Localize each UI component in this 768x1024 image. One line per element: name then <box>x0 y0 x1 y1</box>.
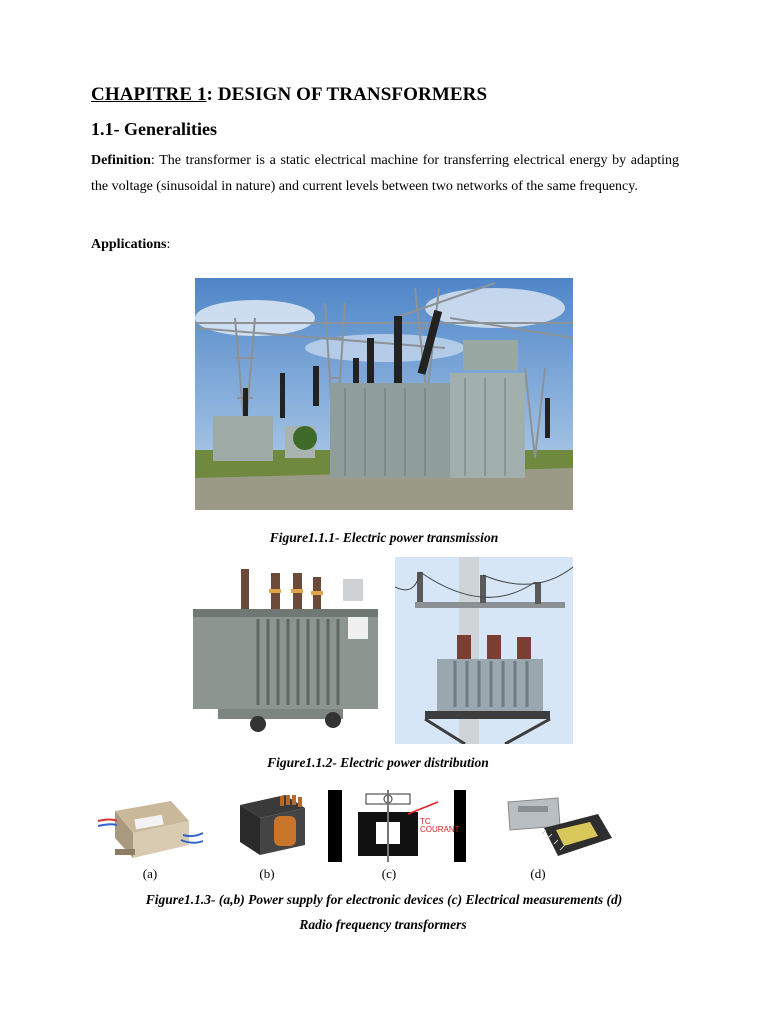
definition-paragraph <box>91 148 679 199</box>
definition-term: Definition <box>91 153 151 168</box>
chapter-title: : DESIGN OF TRANSFORMERS <box>206 84 488 105</box>
sub-label-b: (b) <box>259 866 275 881</box>
sub-label-a: (a) <box>142 866 158 881</box>
current-transformer-photo-c <box>328 790 466 862</box>
distribution-transformer-photo <box>183 557 381 744</box>
chapter-heading <box>91 84 487 106</box>
applications-heading <box>91 237 170 253</box>
transformer-photo-b <box>230 790 312 860</box>
figure-3-caption-line-1: Figure1.1.3- (a,b) Power supply for electronic devices (c) Electrical measurements (d) <box>145 892 623 907</box>
sub-label-c: (c) <box>381 866 397 881</box>
figure-1-caption: Figure1.1.1- Electric power transmission <box>269 530 499 545</box>
applications-term: Applications <box>91 237 167 252</box>
transformer-photo-a <box>93 793 205 863</box>
figure-3-caption-line-2: Radio frequency transformers <box>299 917 467 932</box>
pole-transformer-photo <box>395 557 573 744</box>
rf-transformer-photo-d <box>494 790 618 862</box>
applications-suffix: : <box>166 237 171 252</box>
figure-2-caption: Figure1.1.2- Electric power distribution <box>267 755 489 770</box>
definition-text: : The transformer is a static electrical machine for transferring electrical energy by adapting the voltage (sinusoidal in nature) and current levels between two networks of the same frequency. <box>91 153 679 194</box>
svg-text:TC COURANT: TC COURANT <box>420 817 460 834</box>
section-title: 1.1- Generalities <box>91 119 217 139</box>
chapter-label: CHAPITRE 1 <box>91 84 207 105</box>
power-transmission-photo <box>195 278 573 510</box>
sub-label-d: (d) <box>530 866 546 881</box>
